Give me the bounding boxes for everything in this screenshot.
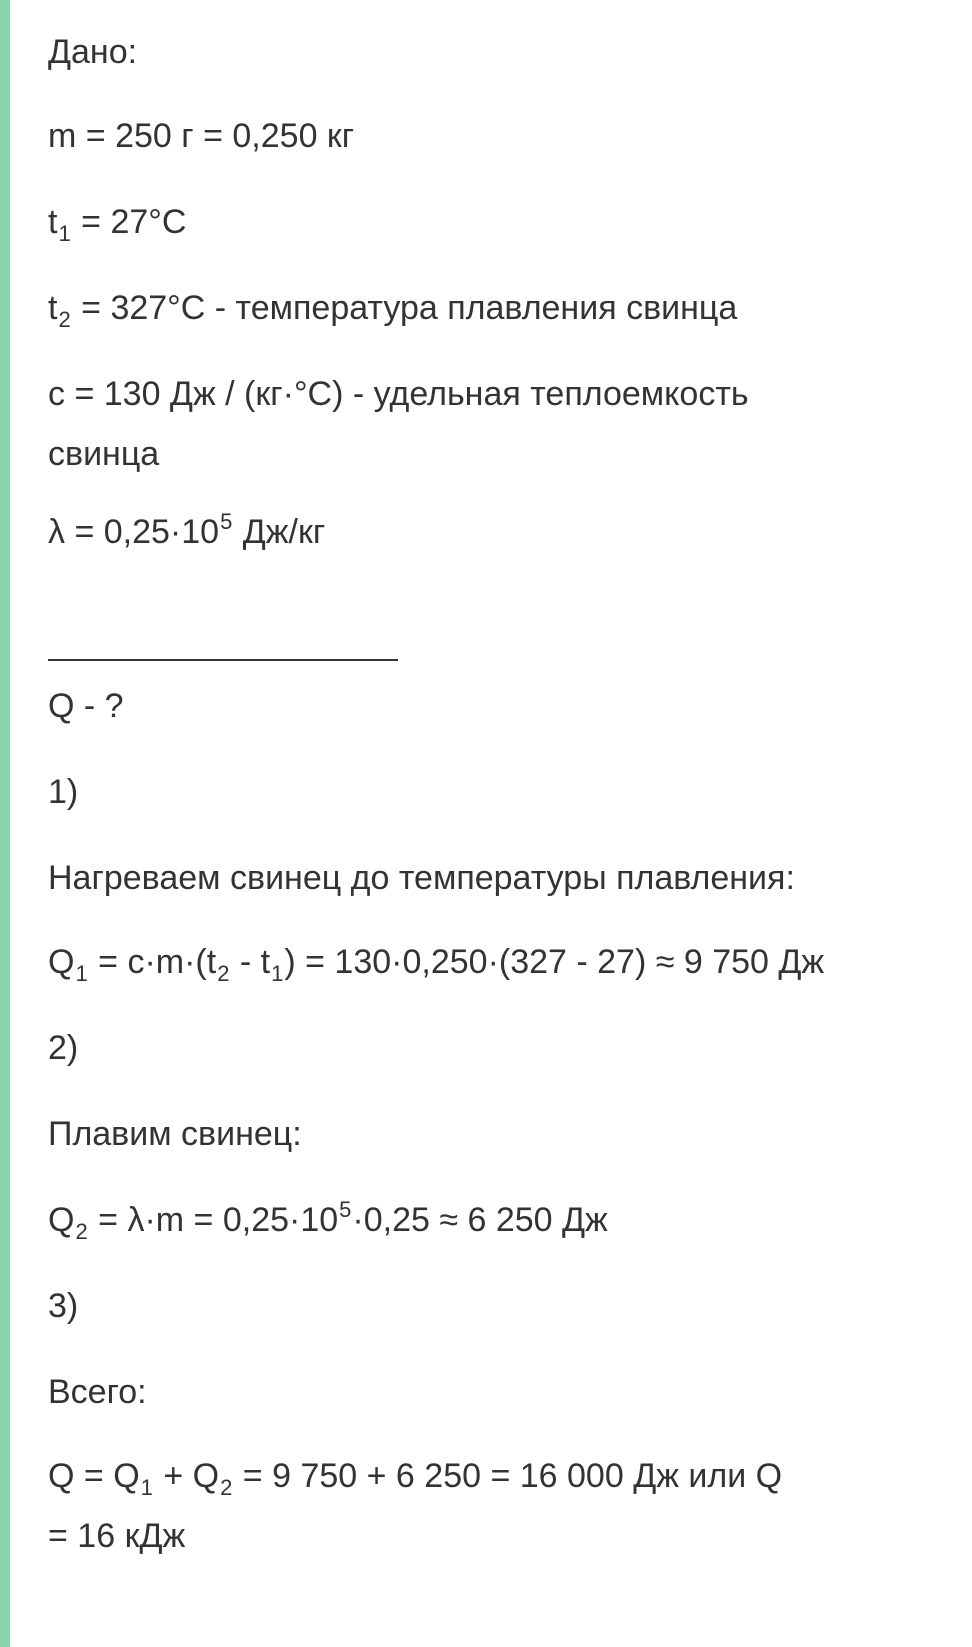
step3-formula (48, 1456, 782, 1500)
step2-part-b: = λ·m = 0,25·10 (88, 1201, 339, 1239)
step2-number: 2) (48, 1029, 79, 1067)
step1-part-d: ) = 130·0,250·(327 - 27) ≈ 9 750 Дж (284, 943, 825, 981)
step3-part-a: Q = Q (48, 1457, 140, 1495)
step2-text: Плавим свинец: (48, 1115, 302, 1153)
given-heading: Дано: (48, 33, 138, 71)
step3-number: 3) (48, 1287, 79, 1325)
t1-symbol: t (48, 203, 58, 241)
given-c-line2: свинца (48, 435, 160, 473)
given-divider (48, 659, 398, 661)
t2-symbol: t (48, 289, 58, 327)
step1-q: Q (48, 943, 75, 981)
step2-part-c: ·0,25 ≈ 6 250 Дж (352, 1201, 608, 1239)
given-lambda (48, 509, 326, 556)
lambda-exponent: 5 (220, 509, 233, 534)
step3-q1-sub: 1 (140, 1475, 153, 1500)
step2-exponent: 5 (339, 1197, 352, 1222)
find-line: Q - ? (48, 687, 124, 725)
step1-number: 1) (48, 773, 79, 811)
given-t1 (48, 202, 186, 246)
given-t2 (48, 288, 737, 332)
step2-formula (48, 1197, 608, 1244)
step1-q-sub: 1 (75, 961, 88, 986)
given-mass: m = 250 г = 0,250 кг (48, 117, 355, 155)
step3-q2-sub: 2 (220, 1475, 233, 1500)
given-c-line1: c = 130 Дж / (кг·°C) - удельная теплоемкость (48, 375, 749, 413)
step1-part-b: = c·m·(t (88, 943, 217, 981)
step2-q-sub: 2 (75, 1219, 88, 1244)
t2-subscript: 2 (58, 307, 71, 332)
step3-part-b: + Q (153, 1457, 220, 1495)
lambda-unit: Дж/кг (233, 513, 326, 551)
t1-subscript: 1 (58, 221, 71, 246)
step3-text: Всего: (48, 1373, 147, 1411)
step2-q: Q (48, 1201, 75, 1239)
t2-value: = 327°C - температура плавления свинца (71, 289, 738, 327)
step1-text: Нагреваем свинец до температуры плавления: (48, 859, 795, 897)
step1-formula (48, 942, 824, 986)
step1-part-c: - t (230, 943, 271, 981)
accent-bar (0, 0, 10, 1647)
lambda-base: λ = 0,25·10 (48, 513, 220, 551)
step1-t2-sub: 2 (217, 961, 230, 986)
step1-t1-sub: 1 (271, 961, 284, 986)
step3-result: = 16 кДж (48, 1517, 186, 1555)
t1-value: = 27°C (71, 203, 187, 241)
step3-part-c: = 9 750 + 6 250 = 16 000 Дж или Q (233, 1457, 783, 1495)
